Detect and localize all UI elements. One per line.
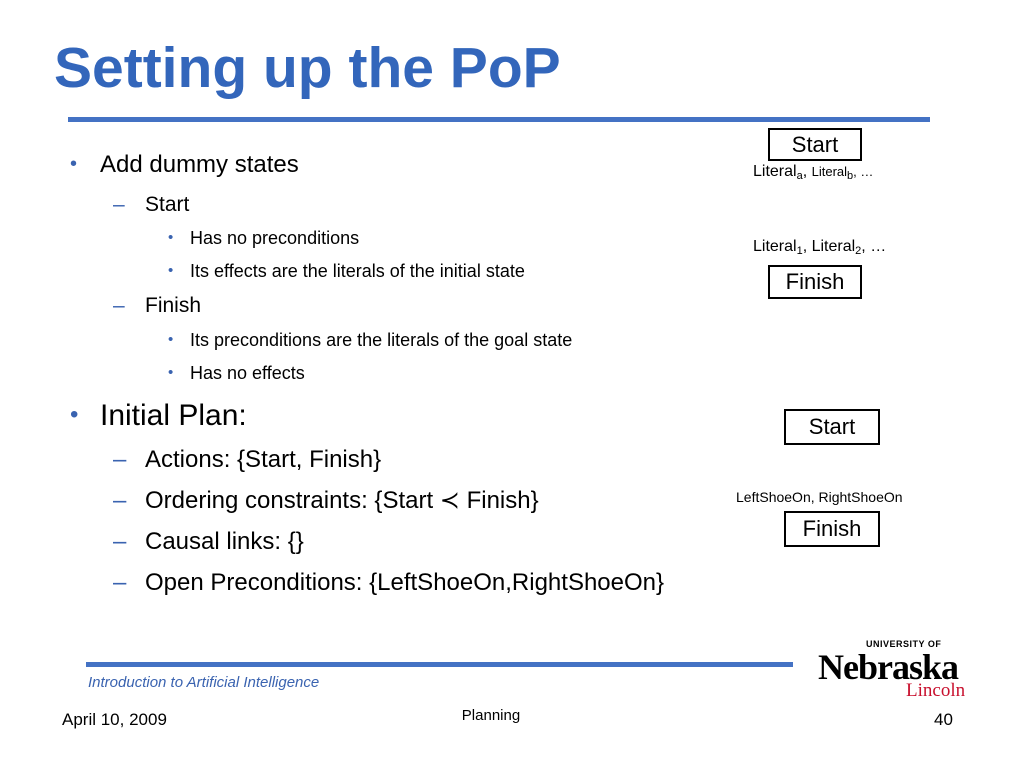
- dash-marker: –: [113, 487, 127, 514]
- literal-1-text: Literal: [753, 238, 797, 255]
- bullet-text: Add dummy states: [100, 151, 299, 178]
- subbullet-ordering-constraints: [113, 487, 539, 514]
- start-effects-literals: [753, 164, 873, 180]
- literal-a-text: Literal: [753, 163, 797, 180]
- item-start-no-preconditions: [168, 228, 360, 248]
- subbullet-text: Causal links: {}: [145, 528, 304, 555]
- finish-precondition-literals: [753, 239, 886, 255]
- bullet-marker: •: [168, 262, 174, 279]
- bullet-marker: •: [168, 364, 174, 381]
- dash-marker: –: [113, 528, 127, 555]
- diagram2-finish-box: [784, 511, 880, 547]
- diagram2-start-box: [784, 409, 880, 445]
- subbullet-text: Open Preconditions: {LeftShoeOn,RightShoeOn}: [145, 569, 665, 596]
- dash-marker: –: [113, 569, 127, 596]
- literal-b-subscript: b: [847, 170, 854, 182]
- start-label: Start: [791, 131, 839, 157]
- footer-topic: Planning: [461, 707, 521, 724]
- bullet-marker: •: [70, 153, 78, 175]
- literal-tail: , …: [853, 164, 874, 179]
- bullet-add-dummy-states: [70, 151, 299, 178]
- diagram1-start-box: [768, 128, 862, 161]
- footer-date: April 10, 2009: [62, 710, 167, 729]
- subbullet-start: [113, 193, 190, 216]
- dash-marker: –: [113, 294, 125, 317]
- dash-marker: –: [113, 446, 127, 473]
- page-number: 40: [934, 710, 953, 729]
- bullet-marker: •: [168, 229, 174, 246]
- subbullet-actions: [113, 446, 382, 473]
- item-start-effects: [168, 261, 525, 281]
- slide-title: Setting up the PoP: [54, 36, 561, 100]
- bullet-initial-plan: [70, 399, 247, 432]
- literal-tail: , …: [861, 238, 887, 255]
- subbullet-text: Finish: [145, 294, 202, 317]
- diagram1-finish-box: [768, 265, 862, 299]
- subbullet-text: Start: [145, 193, 190, 216]
- subbullet-text: Actions: {Start, Finish}: [145, 446, 382, 473]
- item-finish-preconditions: [168, 330, 573, 350]
- university-logo: [818, 638, 968, 702]
- subbullet-text: Ordering constraints: {Start ≺ Finish}: [145, 487, 539, 514]
- logo-lincoln: Lincoln: [906, 680, 966, 701]
- subbullet-finish: [113, 294, 202, 317]
- shoe-preconditions: LeftShoeOn, RightShoeOn: [736, 489, 903, 505]
- subbullet-open-preconditions: [113, 569, 665, 596]
- literal-separator: ,: [802, 163, 808, 180]
- literal-b-text: Literal: [811, 164, 848, 179]
- item-text: Its effects are the literals of the initial state: [190, 261, 525, 281]
- finish-label: Finish: [802, 516, 862, 541]
- item-finish-no-effects: [168, 363, 305, 383]
- literal-separator: ,: [802, 238, 812, 255]
- bullet-marker: •: [70, 401, 79, 428]
- footer-rule: [86, 662, 793, 667]
- subbullet-causal-links: [113, 528, 304, 555]
- literal-a-subscript: a: [796, 170, 803, 182]
- finish-label: Finish: [785, 269, 845, 294]
- bullet-text: Initial Plan:: [100, 399, 247, 432]
- item-text: Its preconditions are the literals of the goal state: [190, 330, 573, 350]
- bullet-marker: •: [168, 331, 174, 348]
- start-label: Start: [808, 414, 856, 439]
- dash-marker: –: [113, 193, 125, 216]
- footer-course-title: Introduction to Artificial Intelligence: [88, 674, 320, 691]
- item-text: Has no effects: [190, 363, 305, 383]
- literal-2-text: Literal: [811, 238, 856, 255]
- item-text: Has no preconditions: [190, 228, 360, 248]
- literal-2-subscript: 2: [855, 245, 862, 257]
- logo-university-of: UNIVERSITY OF: [866, 639, 942, 649]
- literal-1-subscript: 1: [796, 245, 803, 257]
- logo-nebraska: Nebraska: [818, 647, 959, 687]
- title-underline: [68, 117, 930, 122]
